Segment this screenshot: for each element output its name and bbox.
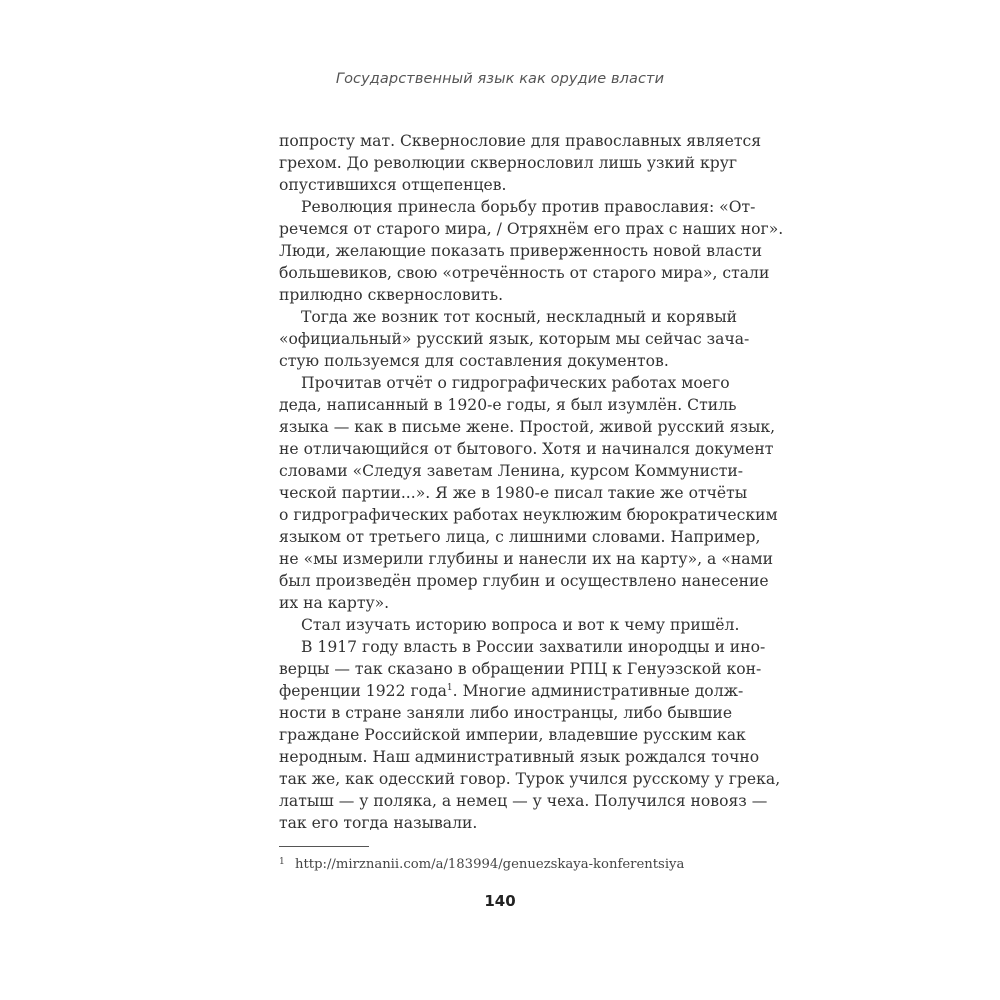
text-line: неродным. Наш административный язык рождался точно <box>279 748 760 766</box>
text-line: Прочитав отчёт о гидрографических работах моего <box>301 374 730 392</box>
text-line: граждане Российской империи, владевшие русским как <box>279 726 746 744</box>
text-line <box>279 680 744 702</box>
text-line: верцы — так сказано в обращении РПЦ к Генуэзской кон- <box>279 660 762 678</box>
text-line: был произведён промер глубин и осуществлено нанесение <box>279 572 769 590</box>
text-line: так же, как одесский говор. Турок учился русскому у грека, <box>279 770 781 788</box>
footnote-mark: 1 <box>279 857 285 867</box>
text-line: большевиков, свою «отречённость от старого мира», стали <box>279 264 770 282</box>
text-fragment: . Многие административные долж- <box>452 682 744 700</box>
text-line: речемся от старого мира, / Отряхнём его прах с наших ног». <box>279 220 784 238</box>
text-line: Люди, желающие показать приверженность новой власти <box>279 242 762 260</box>
text-line: «официальный» русский язык, которым мы сейчас зача- <box>279 330 750 348</box>
text-line: ности в стране заняли либо иностранцы, либо бывшие <box>279 704 733 722</box>
text-line: так его тогда называли. <box>279 814 478 832</box>
text-line: языком от третьего лица, с лишними словами. Например, <box>279 528 761 546</box>
text-line: Тогда же возник тот косный, нескладный и корявый <box>301 308 738 326</box>
page-number: 140 <box>484 892 516 910</box>
text-line: деда, написанный в 1920-е годы, я был изумлён. Стиль <box>279 396 737 414</box>
text-line: Революция принесла борьбу против православия: «От- <box>301 198 756 216</box>
text-line: В 1917 году власть в России захватили инородцы и ино- <box>301 638 766 656</box>
text-line: языка — как в письме жене. Простой, живой русский язык, <box>279 418 776 436</box>
text-line: словами «Следуя заветам Ленина, курсом Коммунисти- <box>279 462 744 480</box>
text-line: Стал изучать историю вопроса и вот к чему пришёл. <box>301 616 740 634</box>
text-line: о гидрографических работах неуклюжим бюрократическим <box>279 506 778 524</box>
text-line: прилюдно сквернословить. <box>279 286 504 304</box>
body-text <box>279 130 784 834</box>
text-line: стую пользуемся для составления документов. <box>279 352 669 370</box>
text-line: опустившихся отщепенцев. <box>279 176 507 194</box>
footnote <box>279 853 739 874</box>
text-line: их на карту». <box>279 594 390 612</box>
text-line: грехом. До революции сквернословил лишь узкий круг <box>279 154 738 172</box>
footnote-rule <box>279 846 369 847</box>
footnote-text: http://mirznanii.com/a/183994/genuezskaya-konferentsiya <box>295 857 685 872</box>
footnote-reference[interactable]: 1 <box>446 683 453 693</box>
text-fragment: ференции 1922 года <box>279 682 447 700</box>
text-line: латыш — у поляка, а немец — у чеха. Получился новояз — <box>279 792 768 810</box>
text-line: не отличающийся от бытового. Хотя и начинался документ <box>279 440 774 458</box>
text-line: попросту мат. Сквернословие для православных является <box>279 132 762 150</box>
text-line: ческой партии...». Я же в 1980-е писал такие же отчёты <box>279 484 748 502</box>
text-line: не «мы измерили глубины и нанесли их на карту», а «нами <box>279 550 774 568</box>
running-head: Государственный язык как орудие власти <box>335 71 665 87</box>
